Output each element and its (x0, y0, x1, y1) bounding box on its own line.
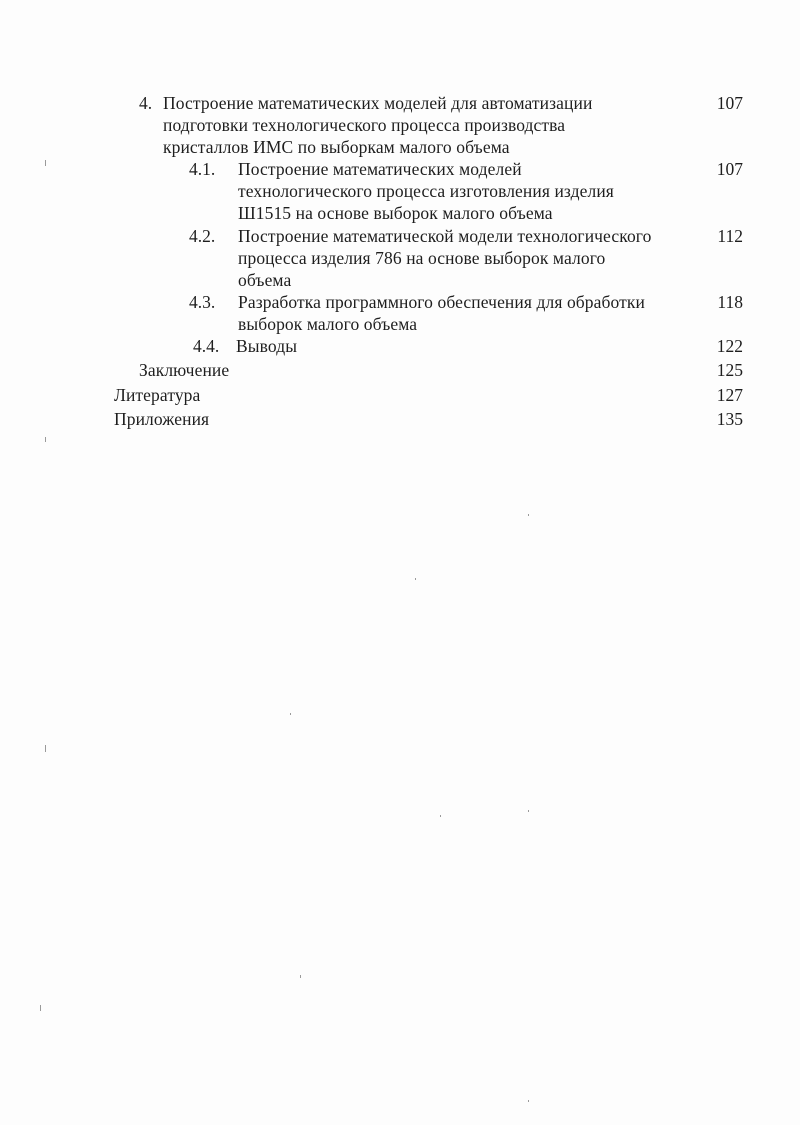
toc-entry-title-line: объема (238, 270, 292, 290)
toc-entry-title-line: Построение математической модели технологического (238, 226, 652, 246)
toc-page-number: 118 (717, 292, 743, 312)
toc-entry-title: Заключение (139, 360, 230, 380)
toc-entry-number: 4.1. (189, 159, 216, 179)
toc-page-number: 125 (716, 360, 743, 380)
scan-artifact (290, 713, 291, 715)
scan-artifact (45, 160, 46, 166)
toc-entry-title-line: кристаллов ИМС по выборкам малого объема (163, 137, 510, 157)
scan-artifact (415, 578, 416, 580)
toc-entry-title-line: технологического процесса изготовления изделия (238, 181, 614, 201)
toc-entry-title-line: процесса изделия 786 на основе выборок малого (238, 248, 606, 268)
toc-entry-title: Литература (114, 385, 201, 405)
toc-entry-title-line: Ш1515 на основе выборок малого объема (238, 203, 553, 223)
toc-entry-title: Выводы (236, 336, 298, 356)
toc-page-number: 135 (716, 409, 743, 429)
toc-entry-title-line: выборок малого объема (238, 314, 418, 334)
toc-entry-title-line: Построение математических моделей для автоматизации (163, 93, 593, 113)
toc-entry-number: 4. (139, 93, 153, 113)
scan-artifact (528, 514, 529, 516)
scan-artifact (300, 975, 301, 978)
scan-artifact (528, 1100, 529, 1102)
scan-artifact (45, 437, 46, 442)
toc-entry-title-line: Разработка программного обеспечения для обработки (238, 292, 645, 312)
toc-entry-title-line: Построение математических моделей (238, 159, 522, 179)
toc-entry-number: 4.2. (189, 226, 216, 246)
toc-page-number: 122 (716, 336, 743, 356)
scan-artifact (440, 815, 441, 817)
toc-entry-title-line: подготовки технологического процесса производства (163, 115, 566, 135)
scan-artifact (45, 745, 46, 752)
toc-entry-number: 4.3. (189, 292, 216, 312)
toc-page-number: 107 (716, 159, 743, 179)
scan-artifact (40, 1005, 41, 1011)
toc-entry-number: 4.4. (193, 336, 220, 356)
toc-page-number: 107 (716, 93, 743, 113)
scan-artifact (528, 810, 529, 812)
toc-page-number: 112 (717, 226, 743, 246)
toc-page-number: 127 (716, 385, 743, 405)
toc-entry-title: Приложения (114, 409, 210, 429)
